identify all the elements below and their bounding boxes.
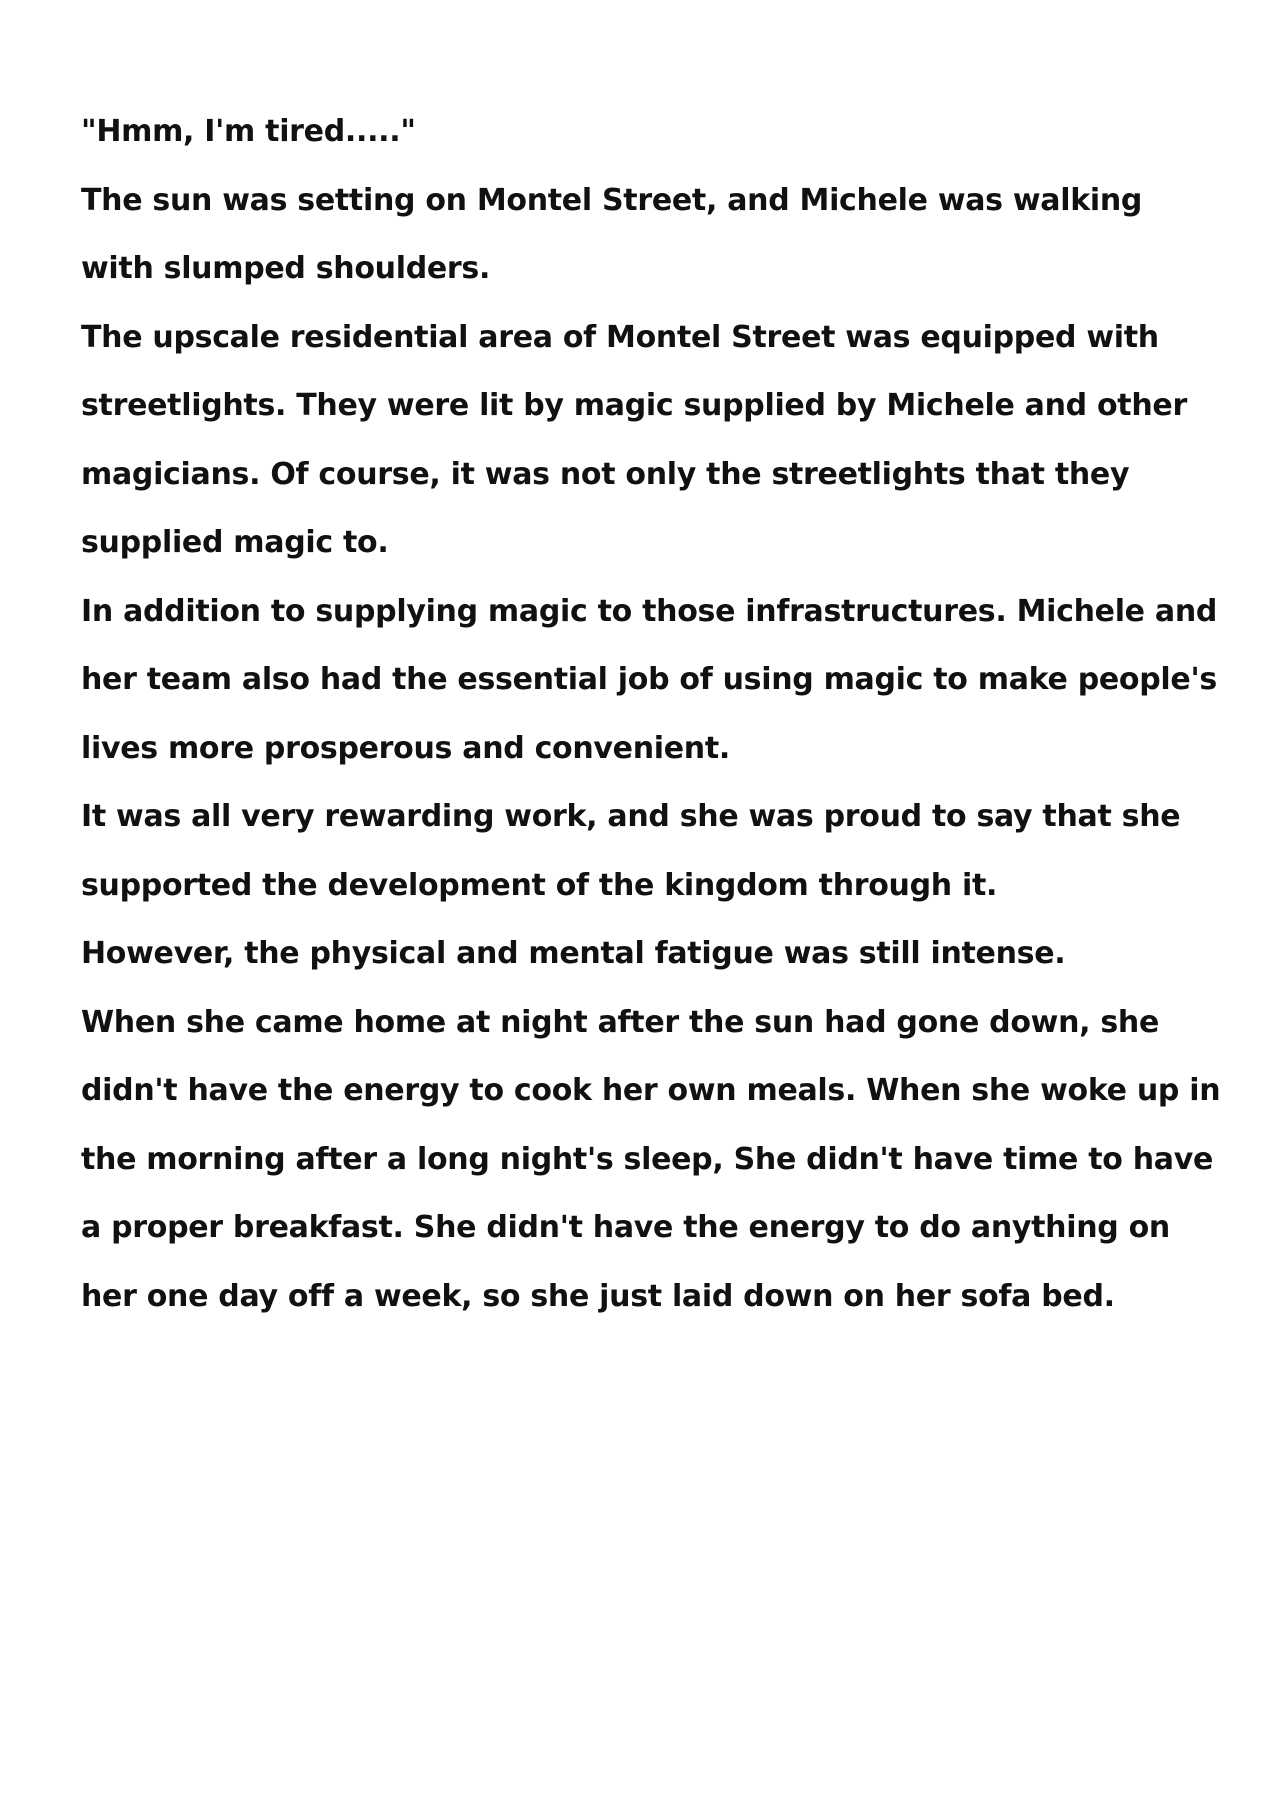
paragraph: In addition to supplying magic to those infrastructures. Michele and her team also had the essential job of using magic to make people's lives more prosperous and convenient.	[81, 593, 1218, 766]
paragraph: The sun was setting on Montel Street, and Michele was walking with slumped shoulders.	[81, 182, 1143, 286]
paragraph: When she came home at night after the sun had gone down, she didn't have the energy to cook her own meals. When she woke up in the morning after a long night's sleep, She didn't have time to have a proper breakfast. She didn't have the energy to do anything on her one day off a week, so she just laid down on her sofa bed.	[81, 1004, 1221, 1314]
paragraph: It was all very rewarding work, and she was proud to say that she supported the development of the kingdom through it.	[81, 799, 1181, 903]
paragraph: The upscale residential area of Montel Street was equipped with streetlights. They were lit by magic supplied by Michele and other magicians. Of course, it was not only the streetlights that they supplied magic to.	[81, 319, 1187, 560]
paragraph: "Hmm, I'm tired....."	[81, 114, 416, 149]
paragraph: However, the physical and mental fatigue was still intense.	[81, 936, 1066, 971]
story-text	[81, 98, 1221, 1331]
